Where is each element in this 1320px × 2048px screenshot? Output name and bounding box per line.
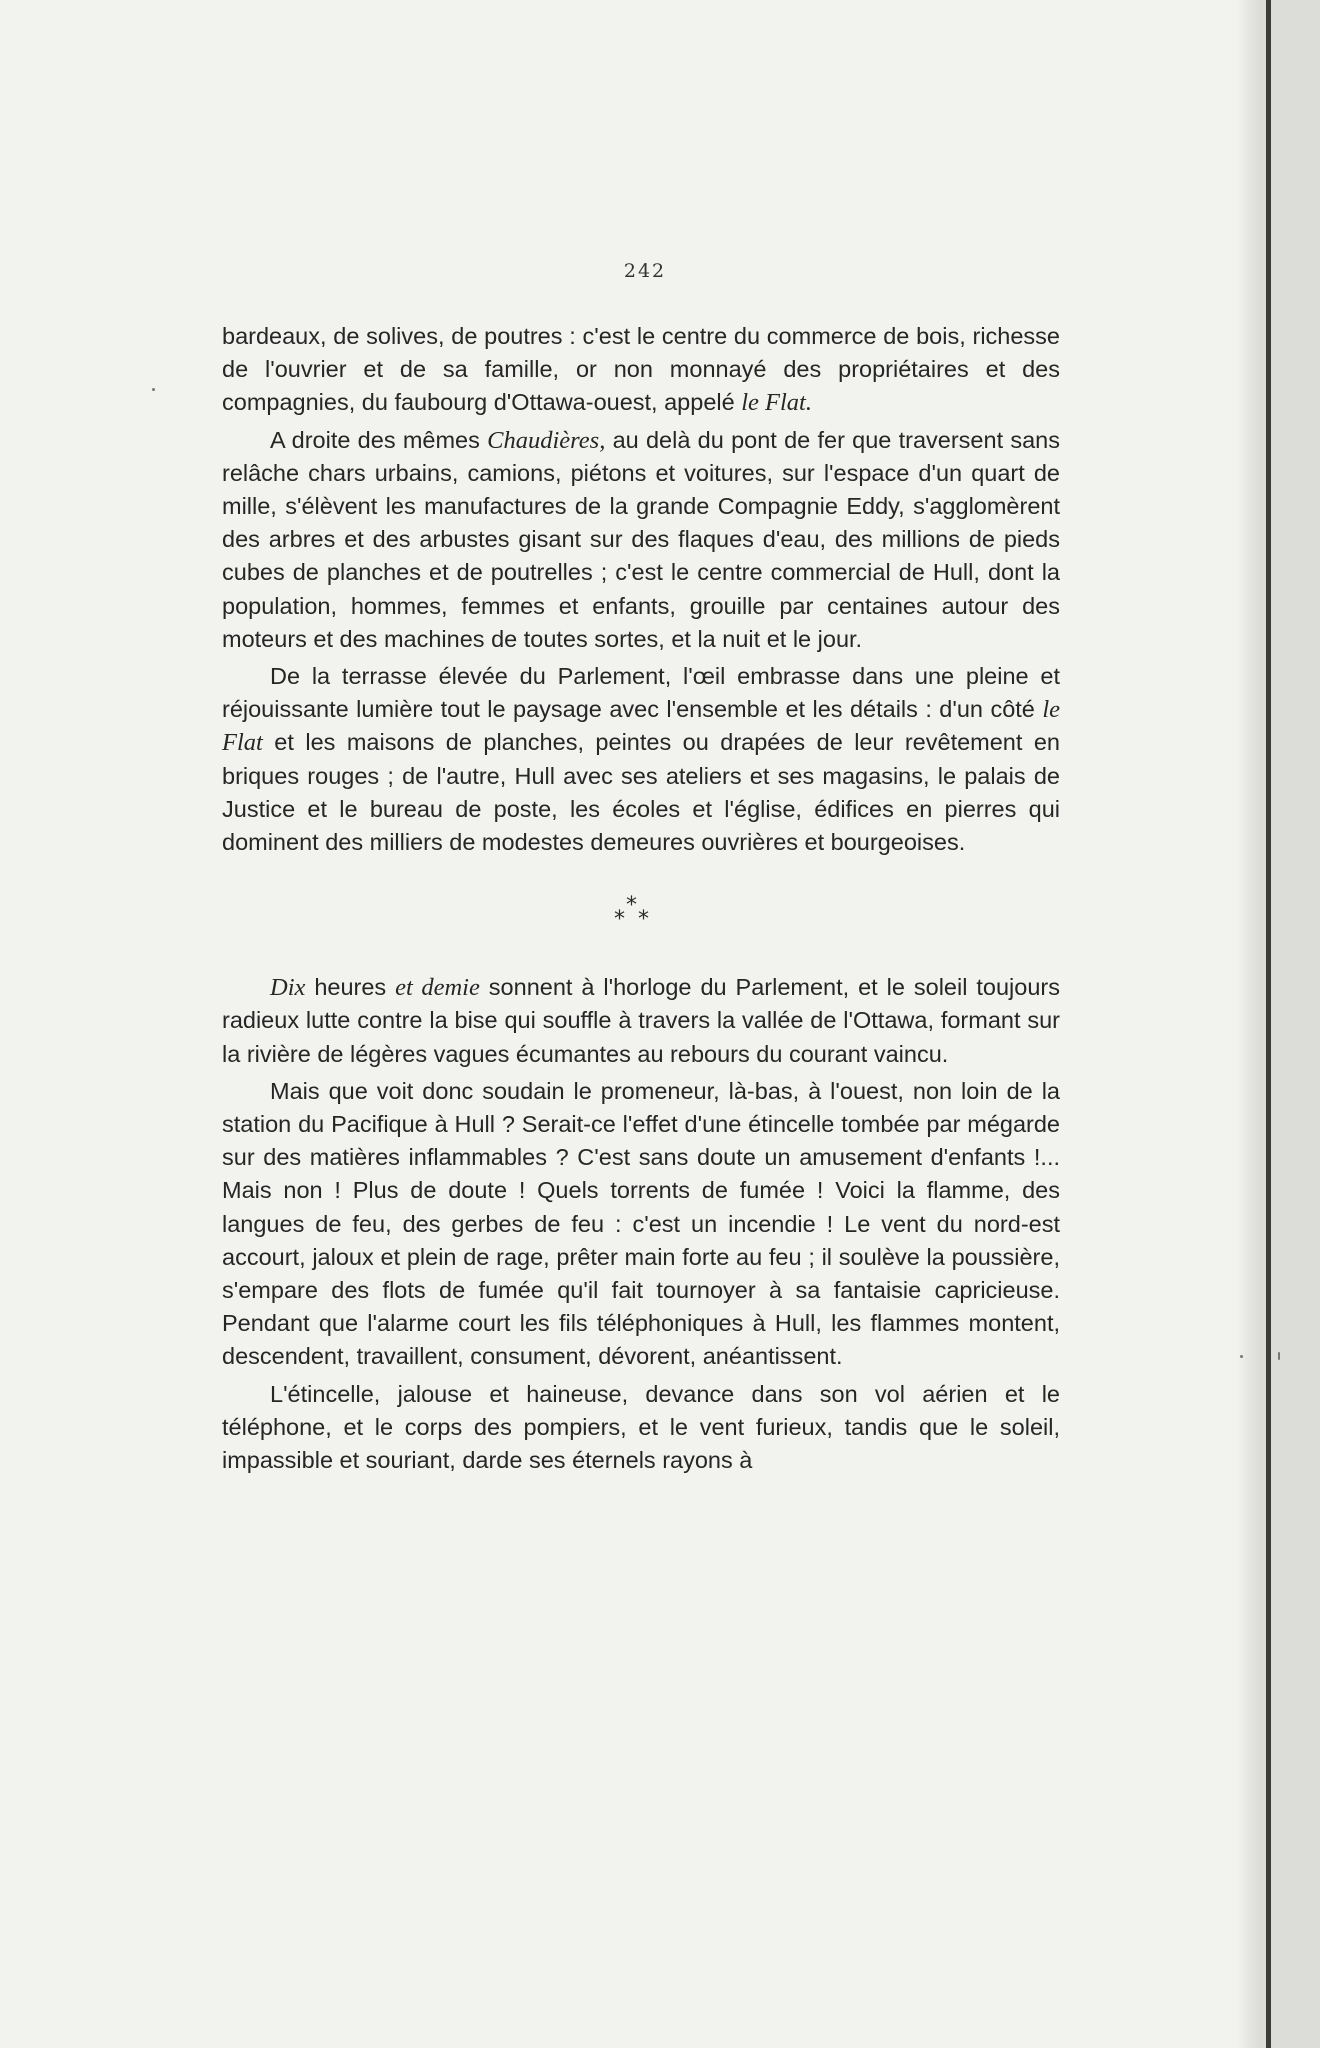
paper-speck [1278, 1352, 1280, 1360]
paper-speck [1240, 1355, 1243, 1358]
paragraph: A droite des mêmes Chaudières, au delà du pont de fer que traversent sans relâche chars urbains, camions, piétons et voitures, sur l'espace d'un quart de mille, s'élèvent les manufactures de la grande Compagnie Eddy, s'agglomèrent des arbres et des arbustes gisant sur des flaques d'eau, des millions de pieds cubes de planches et de poutrelles ; c'est le centre commercial de Hull, dont la population, hommes, femmes et enfants, grouille par centaines autour des moteurs et des machines de toutes sortes, et la nuit et le jour. [222, 426, 1061, 652]
asterism-star: * [638, 907, 649, 933]
page-number: 242 [623, 260, 667, 282]
paper-speck [152, 388, 155, 391]
section-break-asterism [222, 859, 1060, 971]
asterism-star: * [614, 907, 625, 933]
paragraph: bardeaux, de solives, de poutres : c'est le centre du commerce de bois, richesse de l'ouvrier et de sa famille, or non monnayé des propriétaires et des compagnies, du faubourg d'Ottawa-ouest, appelé le Flat. [222, 323, 1060, 417]
paragraph: L'étincelle, jalouse et haineuse, devance dans son vol aérien et le téléphone, et le corps des pompiers, et le vent furieux, tandis que le soleil, impassible et souriant, darde ses éternels rayons à [222, 1380, 1060, 1474]
asterism-star: * [626, 893, 637, 919]
italic-text: Chaudières, [487, 426, 606, 454]
paragraph: Mais que voit donc soudain le promeneur, là-bas, à l'ouest, non loin de la station du Pacifique à Hull ? Serait-ce l'effet d'une étincelle tombée par mégarde sur des matières inflammables ? C'est sans doute un amusement d'enfants !... Mais non ! Plus de doute ! Quels torrents de fumée ! Voici la flamme, des langues de feu, des gerbes de feu : c'est un incendie ! Le vent du nord-est accourt, jaloux et plein de rage, prêter main forte au feu ; il soulève la poussière, s'empare des flots de fumée qu'il fait tournoyer à sa fantaisie capricieuse. Pendant que l'alarme court les fils téléphoniques à Hull, les flammes montent, descendent, travaillent, consument, dévorent, anéantissent. [222, 1077, 1060, 1370]
italic-text: le Flat [222, 696, 1060, 757]
italic-text: et demie [395, 974, 480, 1002]
body-text [222, 320, 1060, 1477]
italic-text: le Flat. [741, 389, 812, 417]
page-binding-edge [1266, 0, 1271, 2048]
paragraph: Dix heures et demie sonnent à l'horloge du Parlement, et le soleil toujours radieux lutte contre la bise qui souffle à travers la vallée de l'Ottawa, formant sur la rivière de légères vagues écumantes au rebours du courant vaincu. [222, 974, 1060, 1067]
paragraph: De la terrasse élevée du Parlement, l'œil embrasse dans une pleine et réjouissante lumière tout le paysage avec l'ensemble et les détails : d'un côté le Flat et les maisons de planches, peintes ou drapées de leur revêtement en briques rouges ; de l'autre, Hull avec ses ateliers et ses magasins, le palais de Justice et le bureau de poste, les écoles et l'église, édifices en pierres qui dominent des milliers de modestes demeures ouvrières et bourgeoises. [222, 663, 1060, 856]
italic-text: Dix [270, 974, 306, 1002]
